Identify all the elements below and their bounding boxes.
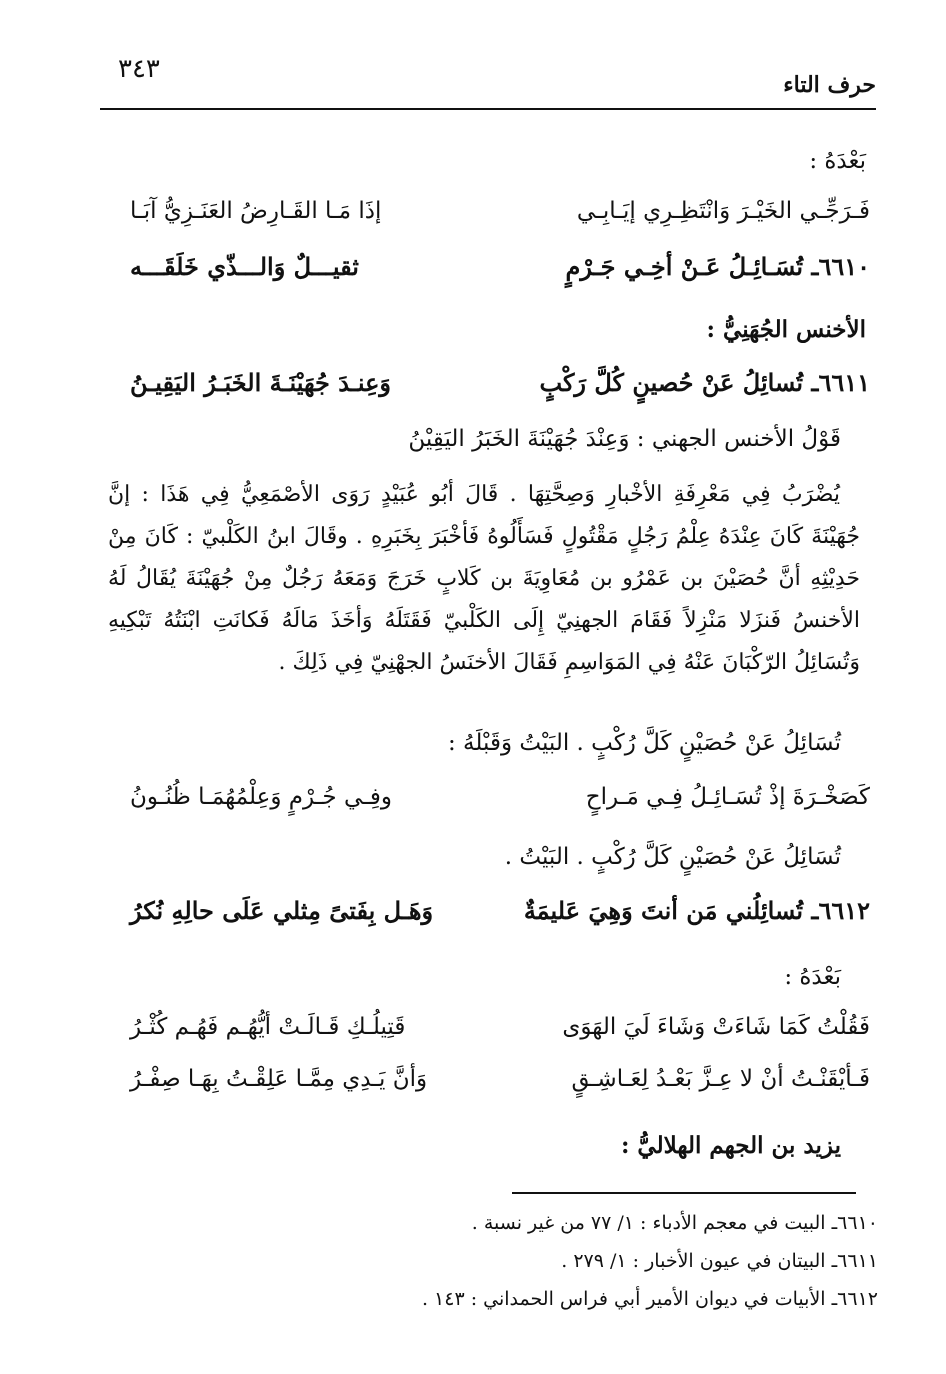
prose-line: جُهَيْنَةَ كَانَ عِنْدَهُ عِلْمُ رَجُلٍ مَقْتُولٍ فَسَأَلُوهُ فَأخْبَرَ بِخَبَرِهِ . وقَالَ ابنُ الكَلْبيّ : كَانَ مِنْ bbox=[108, 524, 860, 549]
footnote: ٦٦١١ـ البيتان في عيون الأخبار : ١/ ٢٧٩ . bbox=[561, 1250, 878, 1272]
footnote: ٦٦١٢ـ الأبيات في ديوان الأمير أبي فراس الحمداني : ١٤٣ . bbox=[421, 1288, 878, 1310]
verse-hemistich-second: وَهَـل بِفَتىً مِثلي عَلَى حالِهِ نُكرُ bbox=[130, 896, 434, 925]
verse-hemistich-first: ٦٦١٢ـ تُسائِلُني مَن أنتَ وَهِيَ عَليمَةٌ bbox=[523, 896, 870, 925]
verse-hemistich-second: وفِـي جُـرْمٍ وَعِلْمُهُمَـا ظُنُـونُ bbox=[130, 784, 392, 810]
prose-line: الأخنسُ فَنزَلا مَنْزِلاً فَقَامَ الجهنِيّ إِلَى الكَلْبيّ فَقَتَلَهُ وَأخَذَ مَالَهُ فَكانَتِ ابْنَتُهُ تَبْكِيهِ bbox=[108, 608, 860, 633]
page-number: ٣٤٣ bbox=[118, 54, 160, 84]
verse-hemistich-second: وَأنَّ يَـدِي مِمَّـا عَلِقْـتُ بِهَـا صِفْـرُ bbox=[130, 1066, 428, 1092]
prose-line: وَتُسَائِلُ الرّكْبَانَ عَنْهُ فِي المَوَاسِمِ فَقَالَ الأخنَسُ الجهْنِيّ فِي ذَلِكَ . bbox=[278, 650, 860, 675]
repeat-line: تُسَائِلُ عَنْ حُصَيْنٍ كَلَّ رُكْبٍ . البَيْتُ . bbox=[504, 844, 841, 870]
poet-name: الأخنس الجُهَنِيُّ : bbox=[706, 316, 866, 343]
proverb-quote: قَوْلُ الأخنس الجهني : وَعِنْدَ جُهَيْنَةَ الخَبَرُ اليَقِيْنُ bbox=[408, 426, 841, 452]
verse-hemistich-first: فَـرَجِّـي الخَيْـرَ وَانْتَظِـرِي إيَـابِـي bbox=[576, 198, 870, 224]
reference-line: تُسَائِلُ عَنْ حُصَيْنٍ كَلَّ رُكْبٍ . البَيْتُ وَقَبْلَهُ : bbox=[448, 730, 841, 756]
poet-name: يزيد بن الجهم الهلاليُّ : bbox=[620, 1132, 841, 1159]
footnote: ٦٦١٠ـ البيت في معجم الأدباء : ١/ ٧٧ من غير نسبة . bbox=[471, 1212, 878, 1234]
prose-line: حَدِيْثِهِ أنَّ حُصَيْنَ بن عَمْرُو بن مُعَاوِيَةَ بن كَلابٍ خَرَجَ وَمَعَهُ رَجُلٌ مِنْ جُهَيْنَةَ يُقَالُ لَهُ bbox=[108, 566, 860, 591]
verse-following-2 bbox=[110, 1066, 870, 1106]
verse-preceding bbox=[110, 784, 870, 824]
header-rule bbox=[100, 108, 876, 110]
verse-hemistich-first: كَصَخْـرَةَ إذْ تُسَـائِـلُ فِـي مَـراحٍ bbox=[585, 784, 870, 810]
verse-6610 bbox=[110, 252, 870, 292]
prose-line: يُضْرَبُ فِي مَعْرِفَةِ الأخْبارِ وَصِحَّتِهَا . قَالَ أبُو عُبَيْدٍ رَوَى الأصْمَعِيُّ فِي هَذَا : إنَّ bbox=[108, 482, 840, 507]
verse-hemistich-second: قَتِيلُـكِ قَـالَـتْ أيُّهُـم فَهُـم كُثْـرُ bbox=[130, 1014, 406, 1040]
verse-6612 bbox=[110, 896, 870, 936]
running-head: حرف التاء bbox=[783, 72, 876, 98]
verse-6611 bbox=[110, 368, 870, 408]
intro-label: بَعْدَهُ : bbox=[809, 148, 866, 174]
commentary-paragraph bbox=[108, 474, 860, 684]
verse-hemistich-second: وَعِنـدَ جُهَيْنَـةَ الخَبَـرُ اليَقِيـنُ bbox=[130, 368, 392, 397]
verse-following-1 bbox=[110, 1014, 870, 1054]
verse-hemistich-second: إذَا مَـا القَـارِضُ العَنَـزِيُّ آبَـا bbox=[130, 198, 382, 224]
after-label: بَعْدَهُ : bbox=[784, 964, 841, 990]
verse-hemistich-first: ٦٦١١ـ تُسائِلُ عَنْ حُصينٍ كُلَّ رَكْبٍ bbox=[539, 368, 870, 397]
verse-hemistich-second: ثقيـــلٌ وَالـــذّي خَلَقَـــه bbox=[130, 252, 359, 281]
verse-previous bbox=[110, 198, 870, 238]
verse-hemistich-first: فَـأيْقَنْـتُ أنْ لا عِـزَّ بَعْـدُ لِعَـاشِـقٍ bbox=[571, 1066, 870, 1092]
verse-hemistich-first: فَقُلْتُ كَمَا شَاءَتْ وَشَاءَ لَيَ الهَوَى bbox=[562, 1014, 870, 1040]
footnote-rule bbox=[512, 1192, 856, 1194]
verse-hemistich-first: ٦٦١٠ـ تُسَـائِـلُ عَـنْ أخِـي جَـرْمٍ bbox=[565, 252, 870, 281]
